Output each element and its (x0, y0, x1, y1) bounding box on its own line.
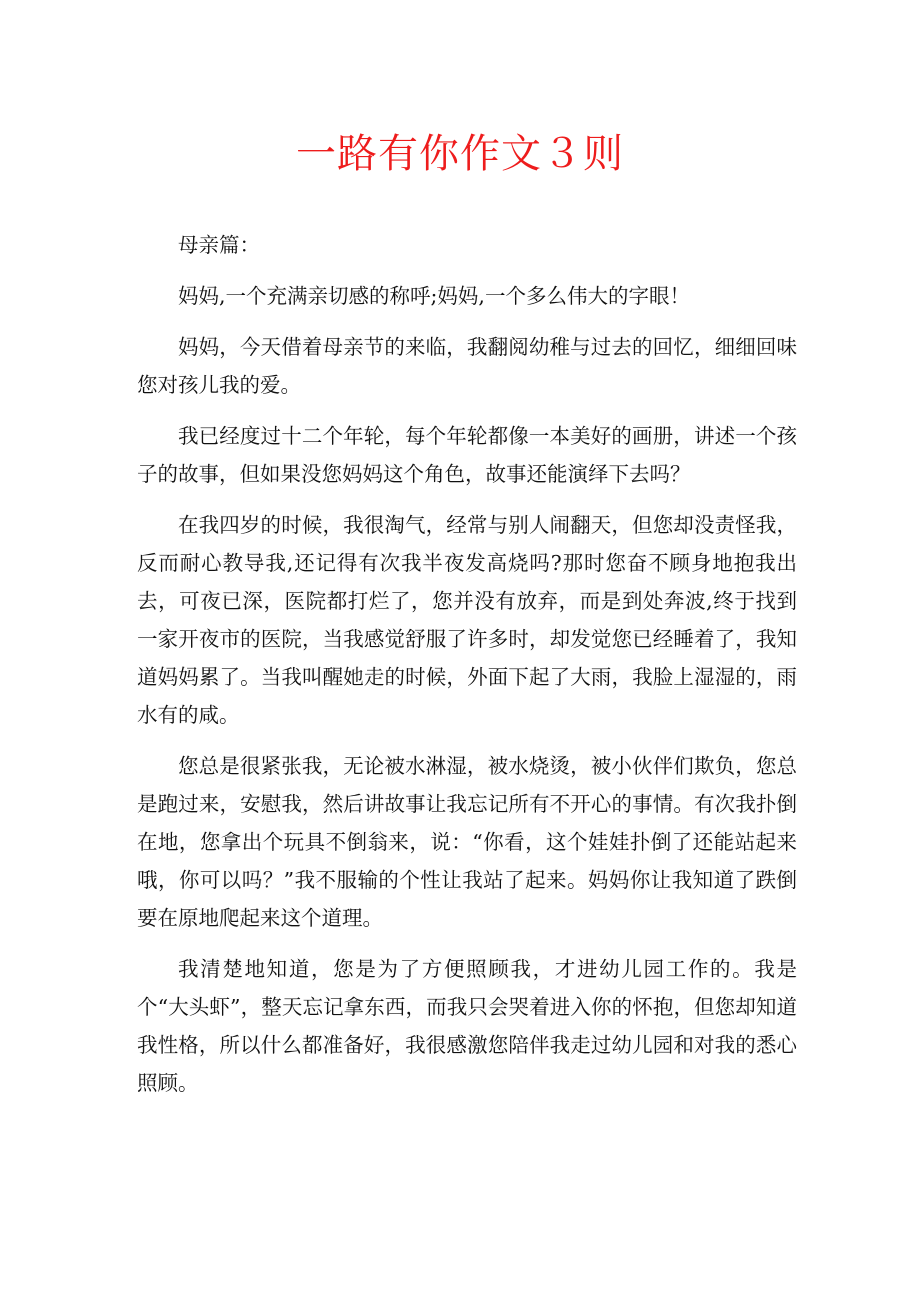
document-title: 一路有你作文３则 (296, 131, 624, 177)
paragraph: 在我四岁的时候，我很淘气，经常与别人闹翻天，但您却没责怪我，反而耐心教导我,还记得有次我半夜发高烧吗?那时您奋不顾身地抱我出去，可夜已深，医院都打烂了，您并没有放弃，而是到处奔波,终于找到一家开夜市的医院，当我感觉舒服了许多时，却发觉您已经睡着了，我知道妈妈累了。当我叫醒她走的时候，外面下起了大雨，我脸上湿湿的，雨水有的咸。 (137, 513, 797, 727)
paragraph: 我清楚地知道，您是为了方便照顾我，才进幼儿园工作的。我是个“大头虾”，整天忘记拿东西，而我只会哭着进入你的怀抱，但您却知道我性格，所以什么都准备好，我很感激您陪伴我走过幼儿园和对我的悉心照顾。 (137, 957, 797, 1095)
document-body (137, 226, 797, 1115)
paragraph: 妈妈,一个充满亲切感的称呼;妈妈,一个多么伟大的字眼！ (178, 284, 690, 308)
paragraph-section-heading: 母亲篇： (178, 233, 260, 257)
paragraph: 您总是很紧张我，无论被水淋湿，被水烧烫，被小伙伴们欺负，您总是跑过来，安慰我，然后讲故事让我忘记所有不开心的事情。有次我扑倒在地，您拿出个玩具不倒翁来，说：“你看，这个娃娃扑倒了还能站起来哦，你可以吗？”我不服输的个性让我站了起来。妈妈你让我知道了跌倒要在原地爬起来这个道理。 (137, 754, 797, 930)
paragraph: 妈妈，今天借着母亲节的来临，我翻阅幼稚与过去的回忆，细细回味您对孩儿我的爱。 (137, 335, 797, 397)
paragraph: 我已经度过十二个年轮，每个年轮都像一本美好的画册，讲述一个孩子的故事，但如果没您妈妈这个角色，故事还能演绎下去吗？ (137, 424, 797, 486)
